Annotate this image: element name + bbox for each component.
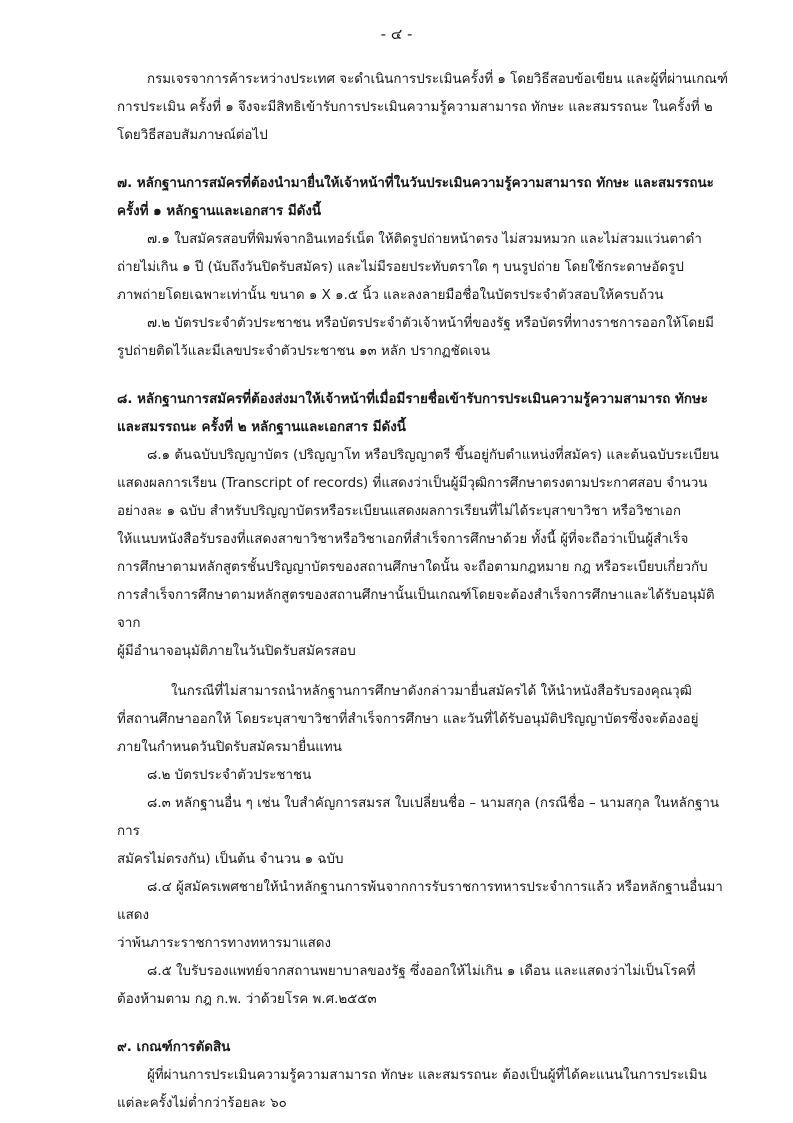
item-7-1: ภาพถ่ายโดยเฉพาะเท่านั้น ขนาด ๑ X ๑.๕ นิ้ว และลงลายมือชื่อในบัตรประจำตัวสอบให้ครบถ้วน bbox=[117, 288, 664, 303]
intro-line: โดยวิธีสอบสัมภาษณ์ต่อไป bbox=[117, 128, 268, 143]
section-7-heading: ครั้งที่ ๑ หลักฐานและเอกสาร มีดังนี้ bbox=[117, 204, 322, 219]
item-8-1-note: ภายในกำหนดวันปิดรับสมัครมายื่นแทน bbox=[117, 740, 342, 755]
section-8-heading: และสมรรถนะ ครั้งที่ ๒ หลักฐานและเอกสาร มีดังนี้ bbox=[117, 420, 406, 435]
item-8-4: ๘.๔ ผู้สมัครเพศชายให้นำหลักฐานการพ้นจากการรับราชการทหารประจำการแล้ว หรือหลักฐานอื่นมาแสดง bbox=[117, 880, 723, 923]
item-8-5: ต้องห้ามตาม กฎ ก.พ. ว่าด้วยโรค พ.ศ.๒๕๕๓ bbox=[117, 992, 377, 1007]
intro-paragraph bbox=[117, 66, 729, 150]
item-8-3: ๘.๓ หลักฐานอื่น ๆ เช่น ใบสำคัญการสมรส ใบเปลี่ยนชื่อ – นามสกุล (กรณีชื่อ – นามสกุล ในหลักฐานการ bbox=[117, 796, 720, 839]
document-body bbox=[117, 66, 729, 1118]
item-8-1: ผู้มีอำนาจอนุมัติภายในวันปิดรับสมัครสอบ bbox=[117, 644, 356, 659]
item-8-1: ให้แนบหนังสือรับรองที่แสดงสาขาวิชาหรือวิชาเอกที่สำเร็จการศึกษาด้วย ทั้งนี้ ผู้ที่จะถือว่าเป็นผู้สำเร็จ bbox=[117, 532, 689, 547]
item-8-1: อย่างละ ๑ ฉบับ สำหรับปริญญาบัตรหรือระเบียนแสดงผลการเรียนที่ไม่ได้ระบุสาขาวิชา หรือวิชาเอก bbox=[117, 504, 681, 519]
item-8-1-note: ในกรณีที่ไม่สามารถนำหลักฐานการศึกษาดังกล่าวมายื่นสมัครได้ ให้นำหนังสือรับรองคุณวุฒิ bbox=[171, 684, 692, 699]
section-8 bbox=[117, 386, 729, 1014]
section-9 bbox=[117, 1034, 729, 1118]
section-7 bbox=[117, 170, 729, 366]
item-7-2: ๗.๒ บัตรประจำตัวประชาชน หรือบัตรประจำตัวเจ้าหน้าที่ของรัฐ หรือบัตรที่ทางราชการออกให้โดยมี bbox=[147, 316, 714, 331]
item-8-1: การสำเร็จการศึกษาตามหลักสูตรของสถานศึกษานั้นเป็นเกณฑ์โดยจะต้องสำเร็จการศึกษาและได้รับอนุมัติจาก bbox=[117, 588, 715, 631]
section-8-heading: ๘. หลักฐานการสมัครที่ต้องส่งมาให้เจ้าหน้าที่เมื่อมีรายชื่อเข้ารับการประเมินความรู้ความสามารถ ทักษะ bbox=[117, 392, 708, 407]
item-8-1: แสดงผลการเรียน (Transcript of records) ที่แสดงว่าเป็นผู้มีวุฒิการศึกษาตรงตามประกาศสอบ จำนวน bbox=[117, 476, 708, 491]
item-7-1: ๗.๑ ใบสมัครสอบที่พิมพ์จากอินเทอร์เน็ต ให้ติดรูปถ่ายหน้าตรง ไม่สวมหมวก และไม่สวมแว่นตาดำ bbox=[147, 232, 702, 247]
item-7-2: รูปถ่ายติดไว้และมีเลขประจำตัวประชาชน ๑๓ หลัก ปรากฏชัดเจน bbox=[117, 344, 491, 359]
item-8-2: ๘.๒ บัตรประจำตัวประชาชน bbox=[147, 768, 312, 783]
section-7-heading: ๗. หลักฐานการสมัครที่ต้องนำมายื่นให้เจ้าหน้าที่ในวันประเมินความรู้ความสามารถ ทักษะ และสมรรถนะ bbox=[117, 176, 714, 191]
item-8-1-note: ที่สถานศึกษาออกให้ โดยระบุสาขาวิชาที่สำเร็จการศึกษา และวันที่ได้รับอนุมัติปริญญาบัตรซึ่งจะต้องอยู่ bbox=[117, 712, 699, 727]
intro-line: การประเมิน ครั้งที่ ๑ จึงจะมีสิทธิเข้ารับการประเมินความรู้ความสามารถ ทักษะ และสมรรถนะ ในครั้งที่ ๒ bbox=[117, 100, 713, 115]
item-8-5: ๘.๕ ใบรับรองแพทย์จากสถานพยาบาลของรัฐ ซึ่งออกให้ไม่เกิน ๑ เดือน และแสดงว่าไม่เป็นโรคที่ bbox=[147, 964, 696, 979]
item-7-1: ถ่ายไม่เกิน ๑ ปี (นับถึงวันปิดรับสมัคร) และไม่มีรอยประทับตราใด ๆ บนรูปถ่าย โดยใช้กระดาษอัดรูป bbox=[117, 260, 684, 275]
section-9-heading: ๙. เกณฑ์การตัดสิน bbox=[117, 1040, 231, 1055]
section-9-body: ผู้ที่ผ่านการประเมินความรู้ความสามารถ ทักษะ และสมรรถนะ ต้องเป็นผู้ที่ได้คะแนนในการประเมิน bbox=[147, 1068, 707, 1083]
item-8-3: สมัครไม่ตรงกัน) เป็นต้น จำนวน ๑ ฉบับ bbox=[117, 852, 344, 867]
intro-line: กรมเจรจาการค้าระหว่างประเทศ จะดำเนินการประเมินครั้งที่ ๑ โดยวิธีสอบข้อเขียน และผู้ที่ผ่านเกณฑ์ bbox=[147, 72, 728, 87]
item-8-1: ๘.๑ ต้นฉบับปริญญาบัตร (ปริญญาโท หรือปริญญาตรี ขึ้นอยู่กับตำแหน่งที่สมัคร) และต้นฉบับระเบียน bbox=[147, 448, 719, 463]
item-8-4: ว่าพ้นภาระราชการทางทหารมาแสดง bbox=[117, 936, 332, 951]
item-8-1: การศึกษาตามหลักสูตรชั้นปริญญาบัตรของสถานศึกษาใดนั้น จะถือตามกฎหมาย กฎ หรือระเบียบเกี่ยวกับ bbox=[117, 560, 708, 575]
section-9-body: แต่ละครั้งไม่ต่ำกว่าร้อยละ ๖๐ bbox=[117, 1096, 287, 1111]
page-number: - ๔ - bbox=[380, 25, 413, 43]
